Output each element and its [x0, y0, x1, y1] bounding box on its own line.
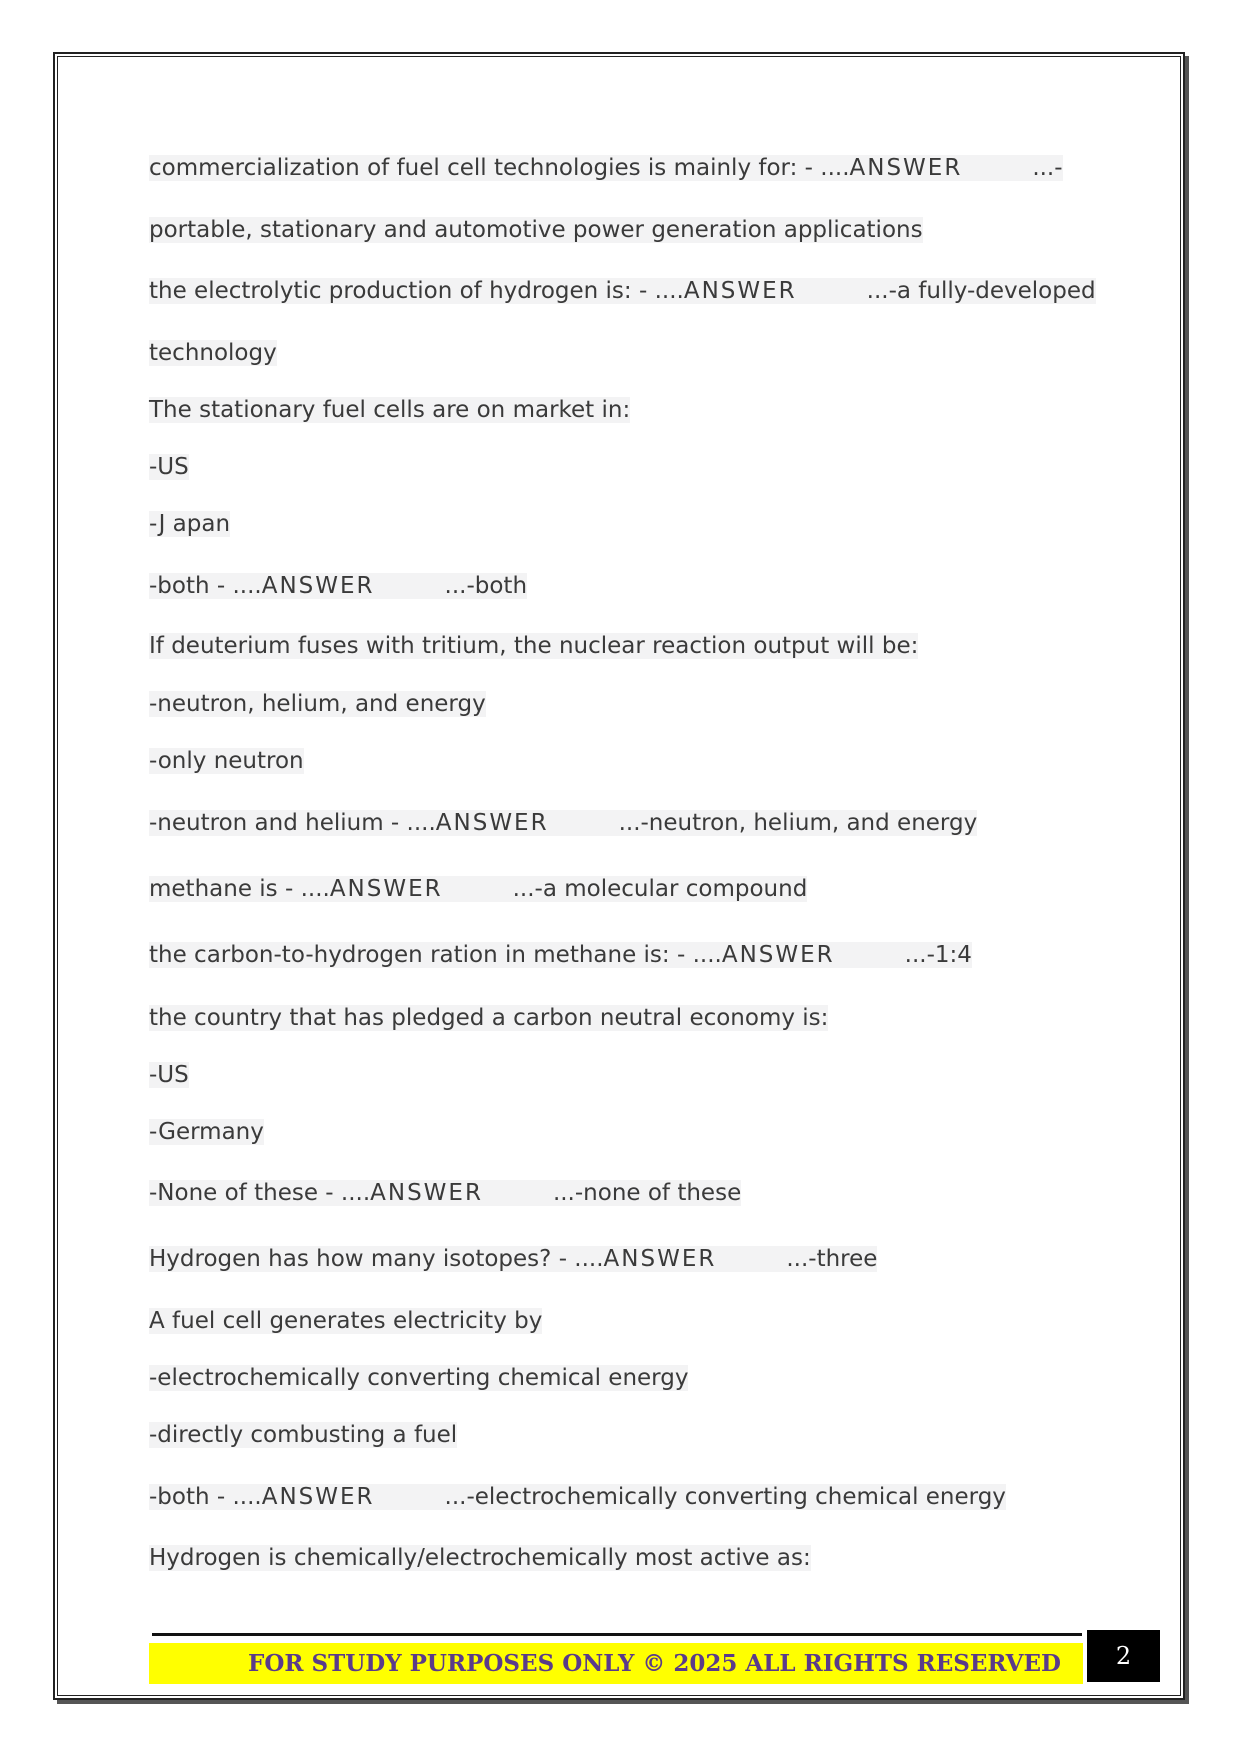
text-line: the electrolytic production of hydrogen is: - ....ANSWER ...-a fully-developed [149, 278, 1096, 304]
text-line: -neutron and helium - ....ANSWER ...-neutron, helium, and energy [149, 810, 978, 836]
text-line: portable, stationary and automotive power generation applications [149, 217, 923, 243]
text-line: commercialization of fuel cell technologies is mainly for: - ....ANSWER ...- [149, 155, 1063, 181]
text-line: The stationary fuel cells are on market in: [149, 397, 631, 423]
text-line: -directly combusting a fuel [149, 1422, 458, 1448]
text-line: -both - ....ANSWER ...-electrochemically converting chemical energy [149, 1484, 1006, 1510]
text-line: -J apan [149, 511, 231, 537]
text-line: If deuterium fuses with tritium, the nuclear reaction output will be: [149, 633, 919, 659]
text-line: methane is - ....ANSWER ...-a molecular compound [149, 876, 808, 902]
text-line: the country that has pledged a carbon neutral economy is: [149, 1005, 829, 1031]
footer-band [149, 1643, 1083, 1684]
footer-notice: FOR STUDY PURPOSES ONLY © 2025 ALL RIGHTS RESERVED [248, 1650, 1061, 1677]
footer-rule [152, 1633, 1082, 1636]
text-line: -neutron, helium, and energy [149, 691, 486, 717]
text-line: -US [149, 454, 189, 480]
text-line: -both - ....ANSWER ...-both [149, 573, 528, 599]
text-line: -electrochemically converting chemical energy [149, 1365, 689, 1391]
text-line: the carbon-to-hydrogen ration in methane is: - ....ANSWER ...-1:4 [149, 942, 972, 968]
text-line: Hydrogen has how many isotopes? - ....ANSWER ...-three [149, 1246, 878, 1272]
text-line: A fuel cell generates electricity by [149, 1308, 543, 1334]
text-line: technology [149, 340, 277, 366]
text-line: -None of these - ....ANSWER ...-none of these [149, 1180, 742, 1206]
text-line: -US [149, 1062, 189, 1088]
page-number: 2 [1087, 1630, 1160, 1682]
text-line: Hydrogen is chemically/electrochemically most active as: [149, 1545, 811, 1571]
text-line: -Germany [149, 1119, 264, 1145]
text-line: -only neutron [149, 748, 304, 774]
